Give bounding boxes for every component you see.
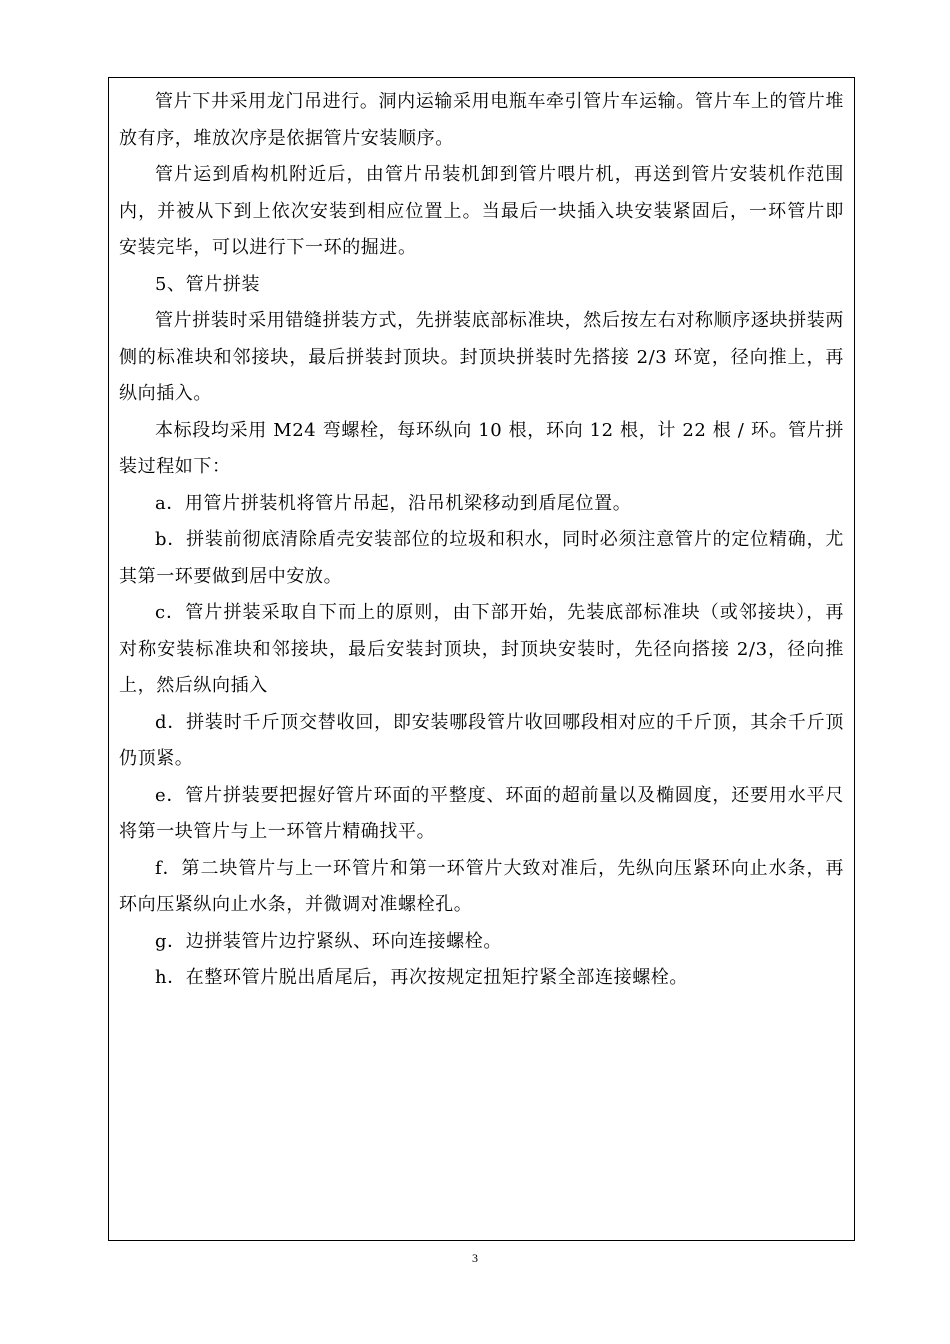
- section-heading-segment-assembly: 5、管片拼装: [155, 273, 261, 295]
- list-item-a: a．用管片拼装机将管片吊起，沿吊机梁移动到盾尾位置。: [155, 492, 632, 514]
- list-item-e: e．管片拼装要把握好管片环面的平整度、环面的超前量以及椭圆度，还要用水平尺将第一块管片与上一环管片精确找平。: [119, 784, 844, 842]
- list-item-h: h．在整环管片脱出盾尾后，再次按规定扭矩拧紧全部连接螺栓。: [155, 967, 688, 988]
- paragraph-bolts: 本标段均采用 M24 弯螺栓，每环纵向 10 根，环向 12 根，计 22 根 / 环。管片拼装过程如下：: [119, 419, 844, 477]
- list-item-b: b．拼装前彻底清除盾壳安装部位的垃圾和积水，同时必须注意管片的定位精确，尤其第一环要做到居中安放。: [119, 529, 844, 587]
- document-content: [119, 84, 844, 997]
- paragraph-lowering-transport: 管片下井采用龙门吊进行。洞内运输采用电瓶车牵引管片车运输。管片车上的管片堆放有序，堆放次序是依据管片安装顺序。: [119, 91, 844, 149]
- list-item-f: f．第二块管片与上一环管片和第一环管片大致对准后，先纵向压紧环向止水条，再环向压紧纵向止水条，并微调对准螺栓孔。: [119, 857, 844, 915]
- list-item-g: g．边拼装管片边拧紧纵、环向连接螺栓。: [155, 930, 502, 952]
- paragraph-staggered-assembly: 管片拼装时采用错缝拼装方式，先拼装底部标准块，然后按左右对称顺序逐块拼装两侧的标准块和邻接块，最后拼装封顶块。封顶块拼装时先搭接 2/3 环宽，径向推上，再纵向插入。: [119, 310, 844, 404]
- page-number: 3: [472, 1251, 478, 1265]
- paragraph-installation-sequence: 管片运到盾构机附近后，由管片吊装机卸到管片喂片机，再送到管片安装机作范围内，并被从下到上依次安装到相应位置上。当最后一块插入块安装紧固后，一环管片即安装完毕，可以进行下一环的掘进。: [119, 164, 844, 258]
- list-item-d: d．拼装时千斤顶交替收回，即安装哪段管片收回哪段相对应的千斤顶，其余千斤顶仍顶紧。: [119, 711, 844, 769]
- document-frame: [108, 77, 855, 1241]
- list-item-c: c．管片拼装采取自下而上的原则，由下部开始，先装底部标准块（或邻接块），再对称安装标准块和邻接块，最后安装封顶块，封顶块安装时，先径向搭接 2/3，径向推上，然后纵向插入: [119, 602, 844, 696]
